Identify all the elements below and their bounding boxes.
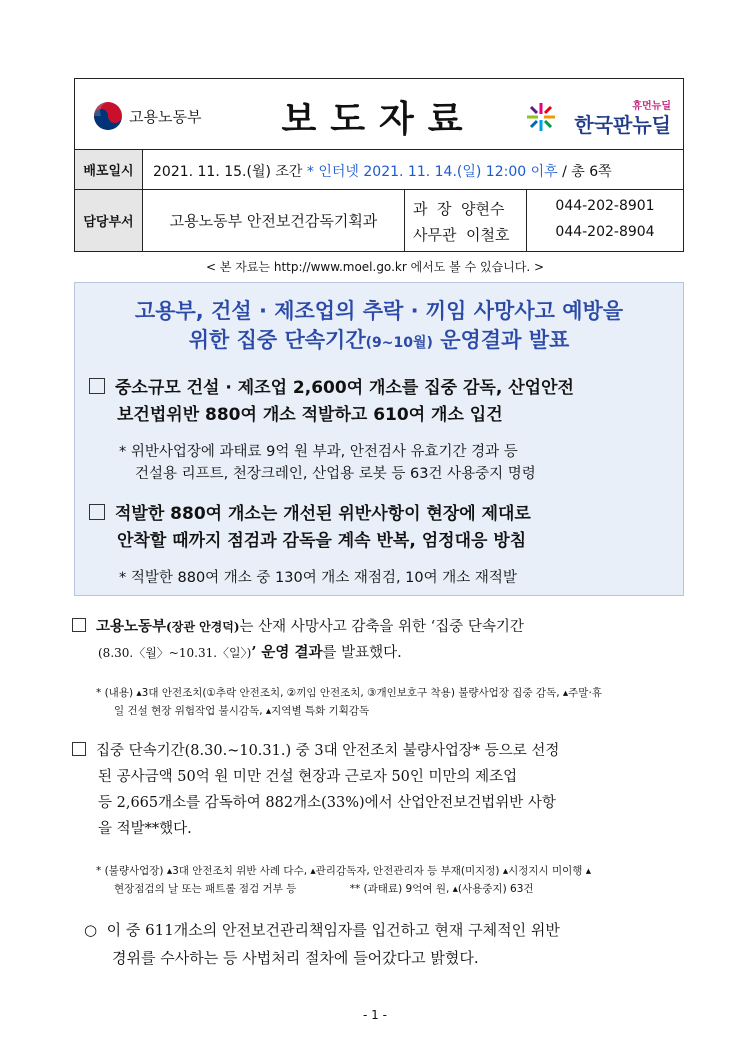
headline-line-2	[75, 326, 683, 358]
ministry-name: 고용노동부	[129, 107, 202, 126]
page-count: / 총 6쪽	[562, 164, 612, 180]
release-date-internet: * 인터넷 2021. 11. 14.(일) 12:00 이후	[306, 164, 558, 180]
headline-2a: 위한 집중 단속기간	[188, 328, 366, 352]
department-row	[75, 190, 683, 251]
p2-line-4: 을 적발**했다.	[98, 821, 192, 837]
brand-name: 한국판뉴딜	[574, 113, 671, 137]
summary-item-1	[89, 375, 574, 429]
release-date-print: 2021. 11. 15.(월) 조간	[153, 164, 303, 180]
footnote-2-line-2: 현장점검의 날 또는 패트롤 점검 거부 등 ** (과태료) 9억여 원, ▴(사용중지) 63건	[114, 883, 534, 895]
headline-2b: (9~10월)	[365, 335, 433, 351]
p1-end: 를 발표했다.	[322, 645, 402, 661]
footnote-1-line-1: * (내용) ▴3대 안전조치(①추락 안전조치, ②끼임 안전조치, ③개인보호구 착용) 불량사업장 집중 감독, ▴주말·휴	[96, 687, 602, 699]
korean-new-deal-logo	[521, 97, 671, 137]
checkbox-square-icon	[89, 378, 105, 394]
summary-item-2-line-1: 적발한 880여 개소는 개선된 위반사항이 현장에 제대로	[115, 504, 531, 524]
checkbox-square-icon	[72, 742, 86, 756]
body-paragraph-3	[84, 916, 694, 972]
checkbox-square-icon	[89, 504, 105, 520]
footnote-1-line-2: 일 건설 현장 위험작업 불시감독, ▴지역별 특화 기획감독	[114, 705, 370, 717]
document-title: 보도자료	[281, 98, 477, 140]
headline-2c: 운영결과 발표	[432, 328, 570, 352]
footnote-2-line-1: * (불량사업장) ▴3대 안전조치 위반 사례 다수, ▴관리감독자, 안전관리자 등 부재(미지정) ▴시정지시 미이행 ▴	[96, 865, 592, 877]
summary-note-1-line-2: 건설용 리프트, 천장크레인, 산업용 로봇 등 63건 사용중지 명령	[135, 466, 536, 482]
p3-line-1: ○ 이 중 611개소의 안전보건관리책임자를 입건하고 현재 구체적인 위반	[84, 921, 560, 939]
contact-phones	[527, 190, 683, 251]
p1-minister: (장관 안경덕)	[166, 620, 240, 634]
contact-persons	[405, 190, 527, 251]
summary-note-1-line-1: * 위반사업장에 과태료 9억 원 부과, 안전검사 유효기간 경과 등	[119, 444, 518, 460]
summary-note-2: * 적발한 880여 개소 중 130여 개소 재점검, 10여 개소 재적발	[119, 570, 517, 586]
contact-phone-2: 044-202-8904	[555, 224, 655, 240]
headline-line-1: 고용부, 건설 · 제조업의 추락 · 끼임 사망사고 예방을	[134, 299, 624, 323]
p1-subject: 고용노동부	[96, 618, 167, 635]
body-paragraph-1	[72, 614, 692, 666]
summary-item-2	[89, 501, 531, 555]
contact-phone-1: 044-202-8901	[555, 198, 655, 214]
title-row	[75, 79, 683, 150]
p1-result: ’ 운영 결과	[251, 644, 323, 661]
department-name: 고용노동부 안전보건감독기획과	[143, 190, 405, 251]
body-paragraph-2	[72, 738, 692, 842]
summary-box	[74, 282, 684, 596]
summary-item-1-line-2: 보건법위반 880여 개소 적발하고 610여 개소 입건	[117, 405, 503, 425]
release-label: 배포일시	[75, 150, 143, 189]
footnote-1	[96, 684, 696, 720]
new-deal-star-icon	[525, 101, 557, 133]
summary-note-1	[119, 441, 536, 485]
p2-line-3: 등 2,665개소를 감독하여 882개소(33%)에서 산업안전보건법위반 사항	[98, 795, 556, 811]
summary-item-1-line-1: 중소규모 건설 · 제조업 2,600여 개소를 집중 감독, 산업안전	[115, 378, 574, 398]
contact-person-2: 사무관 이철호	[413, 226, 510, 244]
p2-line-1: 집중 단속기간(8.30.~10.31.) 중 3대 안전조치 불량사업장* 등으로 선정	[96, 743, 560, 759]
headline	[75, 297, 683, 358]
contact-person-1: 과 장 양현수	[413, 200, 505, 218]
p1-period: (8.30.〈월〉~10.31.〈일〉)	[98, 646, 252, 660]
checkbox-square-icon	[72, 618, 86, 632]
p3-line-2: 경위를 수사하는 등 사법처리 절차에 들어갔다고 밝혔다.	[112, 949, 479, 967]
release-date-text	[153, 161, 612, 181]
summary-item-2-line-2: 안착할 때까지 점검과 감독을 계속 반복, 엄정대응 방침	[117, 531, 527, 551]
page-number: - 1 -	[363, 1008, 387, 1022]
footnote-2	[96, 862, 696, 898]
release-date-row	[75, 150, 683, 190]
website-notice: < 본 자료는 http://www.moel.go.kr 에서도 볼 수 있습니다. >	[205, 260, 545, 274]
p1-text: 는 산재 사망사고 감축을 위한 ‘집중 단속기간	[239, 619, 524, 635]
department-label: 담당부서	[75, 190, 143, 251]
p2-line-2: 된 공사금액 50억 원 미만 건설 현장과 근로자 50인 미만의 제조업	[98, 769, 518, 785]
press-release-header-table	[74, 78, 684, 252]
brand-subtitle: 휴먼뉴딜	[632, 101, 671, 112]
